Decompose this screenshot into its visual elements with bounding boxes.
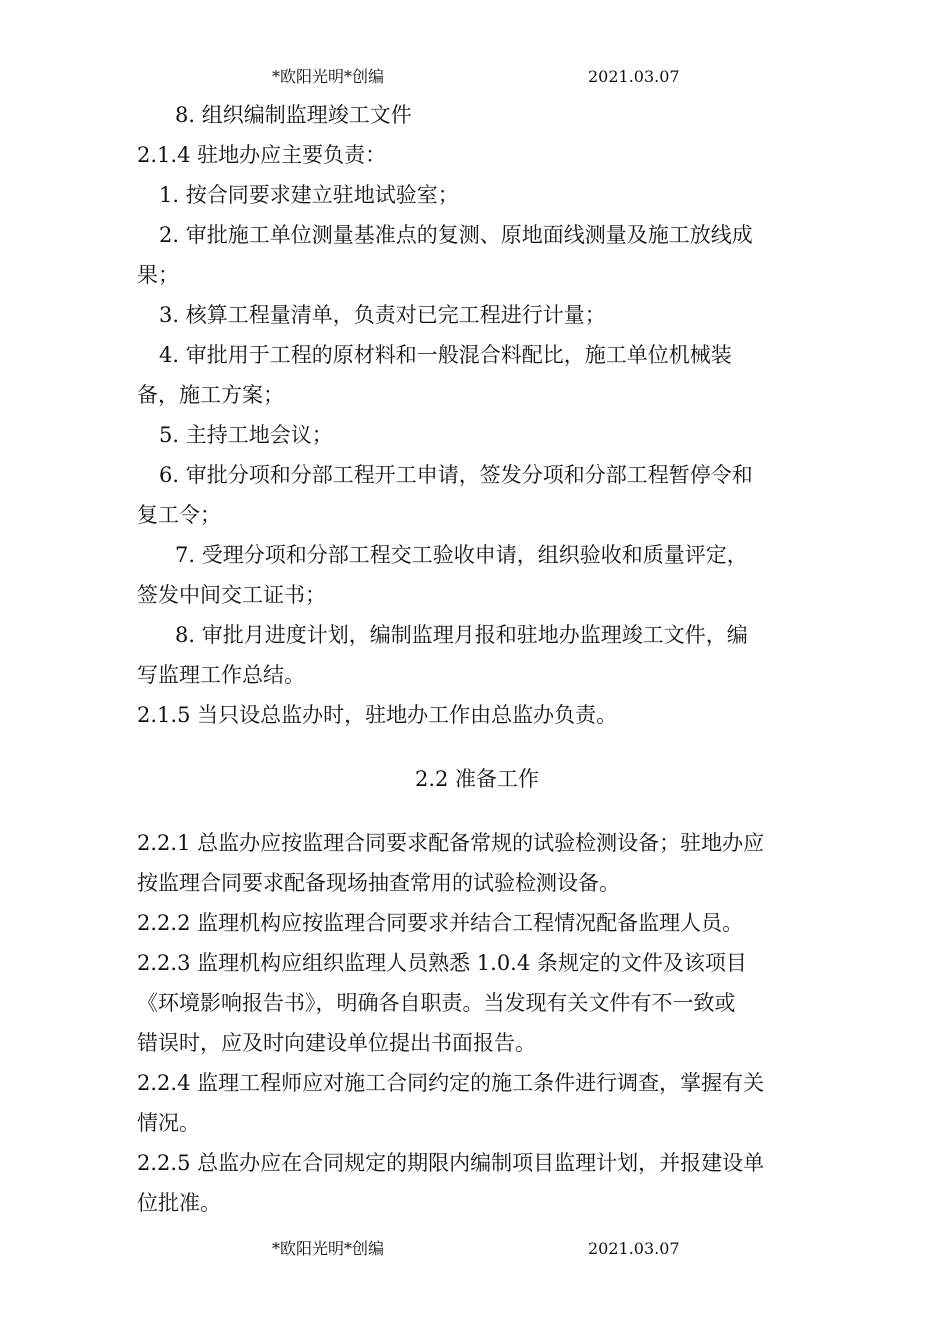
text-line: 错误时，应及时向建设单位提出书面报告。	[137, 1031, 536, 1055]
section-paragraph: 2.2.4 监理工程师应对施工合同约定的施工条件进行调查，掌握有关	[137, 1071, 765, 1095]
text-line: 签发中间交工证书；	[137, 583, 326, 607]
text-line: 8. 组织编制监理竣工文件	[175, 103, 412, 127]
section-paragraph: 2.2.5 总监办应在合同规定的期限内编制项目监理计划，并报建设单	[137, 1151, 765, 1175]
section-title: 2.2 准备工作	[414, 767, 540, 791]
list-item: 2. 审批施工单位测量基准点的复测、原地面线测量及施工放线成	[159, 223, 753, 247]
text-line: 位批准。	[137, 1191, 221, 1215]
section-paragraph: 2.2.1 总监办应按监理合同要求配备常规的试验检测设备；驻地办应	[137, 831, 765, 855]
list-item: 3. 核算工程量清单，负责对已完工程进行计量；	[159, 303, 606, 327]
spacer	[137, 799, 817, 823]
page-header	[0, 65, 950, 89]
list-item: 4. 审批用于工程的原材料和一般混合料配比，施工单位机械装	[159, 343, 732, 367]
section-paragraph: 2.1.5 当只设总监办时，驻地办工作由总监办负责。	[137, 703, 618, 727]
list-item: 8. 审批月进度计划，编制监理月报和驻地办监理竣工文件，编	[175, 623, 748, 647]
footer-author: *欧阳光明*创编	[272, 1239, 385, 1258]
header-author: *欧阳光明*创编	[272, 67, 385, 86]
document-body	[137, 95, 817, 1223]
section-paragraph: 2.2.3 监理机构应组织监理人员熟悉 1.0.4 条规定的文件及该项目	[137, 951, 747, 975]
text-line: 备，施工方案；	[137, 383, 284, 407]
header-date: 2021.03.07	[588, 67, 680, 86]
list-item: 6. 审批分项和分部工程开工申请，签发分项和分部工程暂停令和	[159, 463, 753, 487]
text-line: 按监理合同要求配备现场抽查常用的试验检测设备。	[137, 871, 620, 895]
list-item: 1. 按合同要求建立驻地试验室；	[159, 183, 459, 207]
footer-date: 2021.03.07	[588, 1239, 680, 1258]
section-paragraph: 2.2.2 监理机构应按监理合同要求并结合工程情况配备监理人员。	[137, 911, 744, 935]
page-footer	[0, 1237, 950, 1261]
text-line: 写监理工作总结。	[137, 663, 305, 687]
spacer	[137, 735, 817, 759]
text-line: 《环境影响报告书》，明确各自职责。当发现有关文件有不一致或	[137, 991, 736, 1015]
list-item: 7. 受理分项和分部工程交工验收申请，组织验收和质量评定，	[175, 543, 748, 567]
text-line: 情况。	[137, 1111, 200, 1135]
text-line: 果；	[137, 263, 179, 287]
section-heading: 2.1.4 驻地办应主要负责：	[137, 143, 387, 167]
text-line: 复工令；	[137, 503, 221, 527]
list-item: 5. 主持工地会议；	[159, 423, 333, 447]
